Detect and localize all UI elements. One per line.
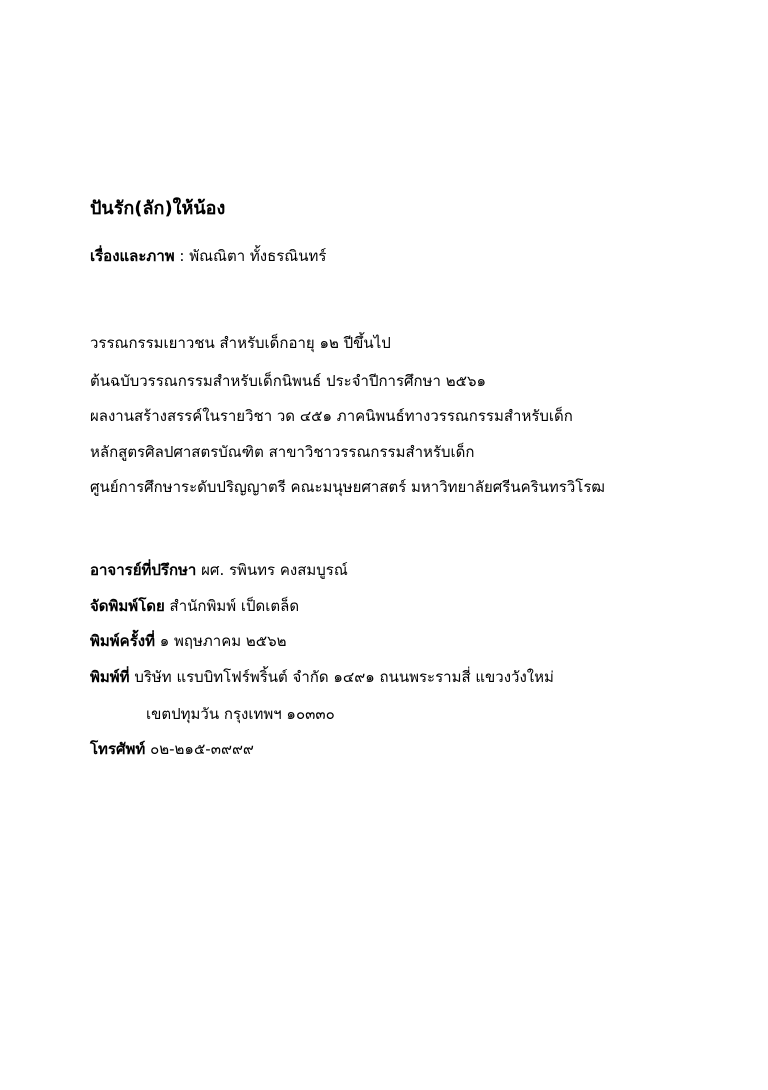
description-line: ศูนย์การศึกษาระดับปริญญาตรี คณะมนุษยศาสตร์ มหาวิทยาลัยศรีนครินทรวิโรฒ	[90, 478, 605, 496]
credit-separator: :	[174, 247, 190, 265]
advisor-line	[90, 559, 348, 581]
description-line: ต้นฉบับวรรณกรรมสำหรับเด็กนิพนธ์ ประจำปีการศึกษา ๒๕๖๑	[90, 372, 486, 390]
credit-line	[90, 245, 326, 267]
printer-line	[90, 666, 554, 688]
advisor-label: อาจารย์ที่ปรึกษา	[90, 561, 197, 579]
book-title: ปันรัก(ลัก)ให้น้อง	[90, 198, 226, 219]
description-line: วรรณกรรมเยาวชน สำหรับเด็กอายุ ๑๒ ปีขึ้นไป	[90, 334, 391, 352]
phone-label: โทรศัพท์	[90, 740, 146, 758]
credit-label: เรื่องและภาพ	[90, 247, 175, 265]
printer-value: บริษัท แรบบิทโฟร์พริ้นต์ จำกัด ๑๔๙๑ ถนนพระรามสี่ แขวงวังใหม่	[129, 668, 554, 686]
publisher-line	[90, 595, 299, 617]
phone-value: ๐๒-๒๑๕-๓๙๙๙	[145, 740, 254, 758]
edition-value: ๑ พฤษภาคม ๒๕๖๒	[154, 632, 287, 650]
edition-label: พิมพ์ครั้งที่	[90, 632, 155, 650]
edition-line	[90, 630, 287, 652]
phone-line	[90, 738, 254, 760]
publisher-label: จัดพิมพ์โดย	[90, 597, 165, 615]
credit-value: พัณณิตา ทั้งธรณินทร์	[189, 247, 327, 265]
publisher-value: สำนักพิมพ์ เป็ดเตล็ด	[164, 597, 300, 615]
advisor-value: ผศ. รพินทร คงสมบูรณ์	[196, 561, 348, 579]
printer-label: พิมพ์ที่	[90, 668, 130, 686]
printer-address-continued: เขตปทุมวัน กรุงเทพฯ ๑๐๓๓๐	[146, 705, 335, 723]
description-line: ผลงานสร้างสรรค์ในรายวิชา วด ๔๕๑ ภาคนิพนธ์ทางวรรณกรรมสำหรับเด็ก	[90, 407, 573, 425]
description-line: หลักสูตรศิลปศาสตรบัณฑิต สาขาวิชาวรรณกรรมสำหรับเด็ก	[90, 443, 475, 461]
